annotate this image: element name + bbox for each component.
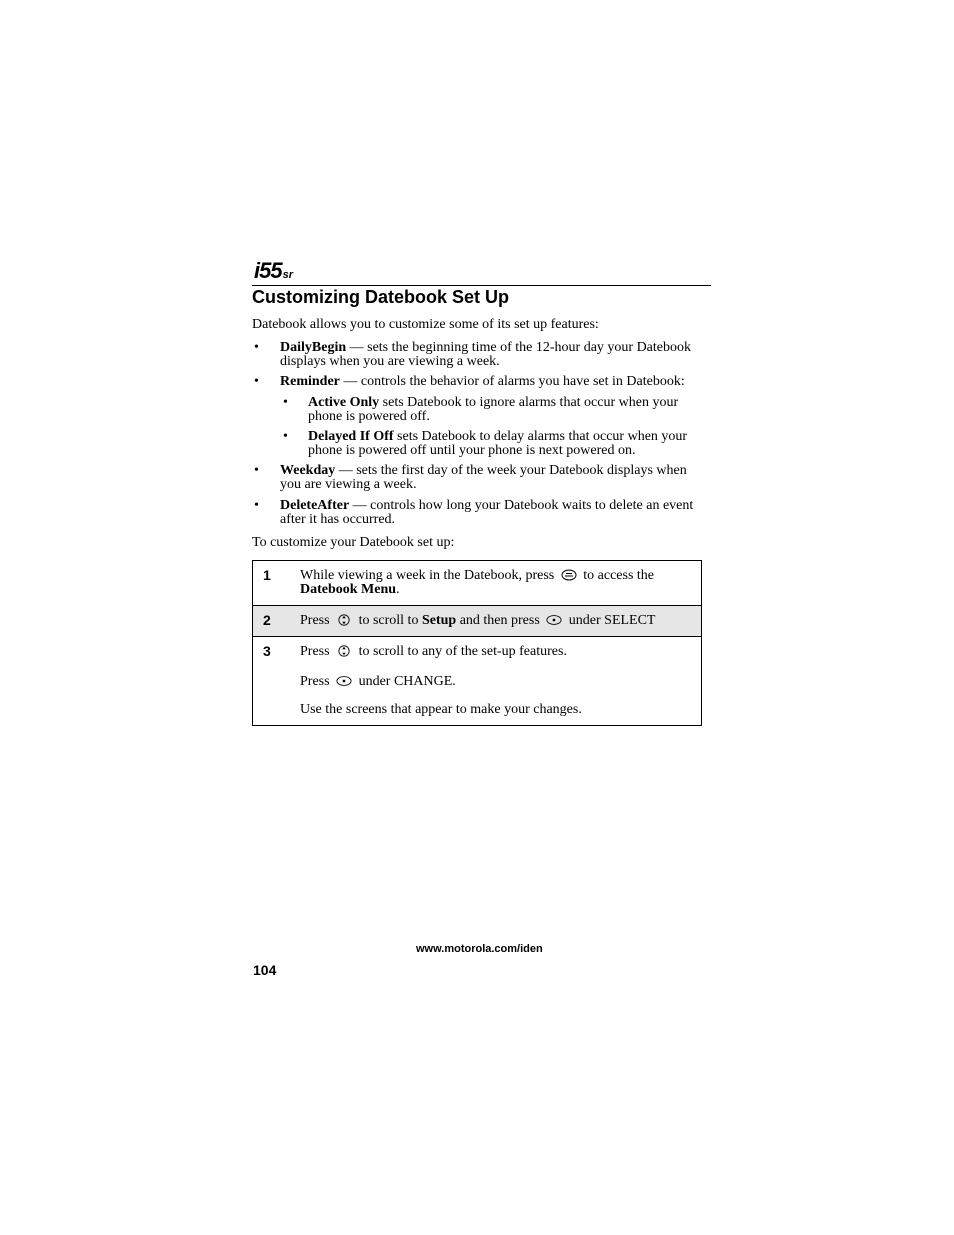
bullet-term: DailyBegin — [280, 340, 347, 355]
bullet-text: sets Datebook to delay alarms that occur when your phone is powered off until your phone is next powered on. — [308, 429, 688, 458]
intro-text: Datebook allows you to customize some of its set up features: — [252, 317, 599, 332]
bullet-reminder — [280, 375, 700, 389]
bullet-term: DeleteAfter — [280, 498, 350, 513]
bullet-mark: • — [254, 374, 259, 389]
menu-key-icon — [561, 569, 577, 581]
logo-main: i55 — [254, 258, 282, 283]
navigation-key-icon — [336, 645, 352, 657]
step-number: 1 — [253, 561, 301, 606]
step-text: Press to scroll to any of the set-up features. Press under CHANGE. Use the screens that appear to make your changes. — [300, 637, 702, 726]
bullet-dailybegin — [280, 341, 700, 369]
bullet-text: — controls the behavior of alarms you have set in Datebook: — [339, 374, 685, 389]
page-number: 104 — [253, 962, 277, 978]
bullet-deleteafter — [280, 499, 700, 527]
bullet-term: Reminder — [280, 374, 340, 389]
navigation-key-icon — [336, 614, 352, 626]
step-row — [253, 637, 702, 726]
step-text: While viewing a week in the Datebook, press to access the Datebook Menu. — [300, 561, 702, 606]
step-row — [253, 561, 702, 606]
sub-bullet-active-only — [308, 396, 698, 424]
sub-bullet-mark: • — [283, 395, 288, 410]
bullet-text: — sets the beginning time of the 12-hour day your Datebook displays when you are viewing a week. — [280, 340, 691, 369]
bullet-mark: • — [254, 498, 259, 513]
bullet-text: — controls how long your Datebook waits to delete an event after it has occurred. — [280, 498, 694, 527]
bullet-text: — sets the first day of the week your Datebook displays when you are viewing a week. — [280, 463, 687, 492]
steps-table — [252, 560, 702, 726]
header-rule — [252, 285, 711, 286]
sub-bullet-delayed-if-off — [308, 430, 698, 458]
bullet-text: sets Datebook to ignore alarms that occur when your phone is powered off. — [308, 395, 679, 424]
bullet-term: Weekday — [280, 463, 336, 478]
step-text: Press to scroll to Setup and then press under SELECT — [300, 606, 702, 637]
section-title: Customizing Datebook Set Up — [252, 287, 510, 307]
step-number: 2 — [253, 606, 301, 637]
lead-in-text: To customize your Datebook set up: — [252, 535, 455, 550]
bullet-term: Active Only — [308, 395, 380, 410]
step-number: 3 — [253, 637, 301, 726]
bullet-mark: • — [254, 463, 259, 478]
product-logo — [254, 258, 293, 284]
bullet-weekday — [280, 464, 700, 492]
bullet-mark: • — [254, 340, 259, 355]
bullet-term: Delayed If Off — [308, 429, 394, 444]
sub-bullet-mark: • — [283, 429, 288, 444]
select-button-icon — [546, 614, 562, 626]
step-row — [253, 606, 702, 637]
select-button-icon — [336, 675, 352, 687]
footer-url: www.motorola.com/iden — [416, 943, 543, 955]
logo-sub: sr — [282, 269, 293, 281]
